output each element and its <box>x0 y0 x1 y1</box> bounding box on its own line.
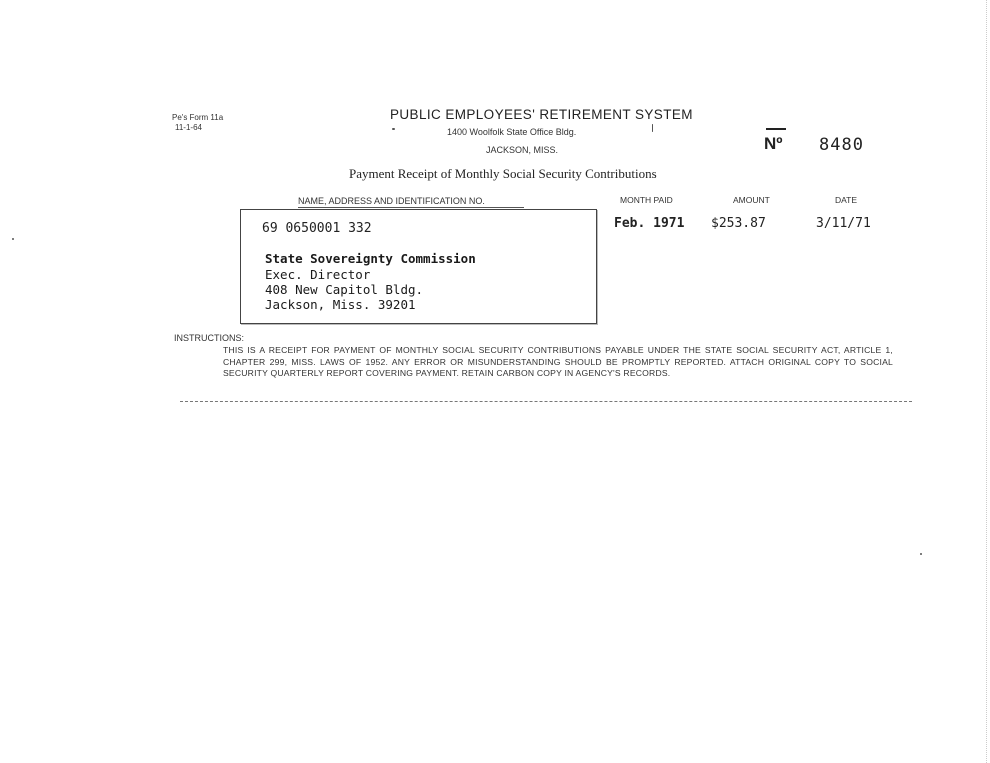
instructions-label: INSTRUCTIONS: <box>174 333 245 343</box>
scan-speck <box>652 124 653 132</box>
payee-id-number: 69 0650001 332 <box>262 221 372 236</box>
scan-speck <box>392 128 395 130</box>
payee-attention: Exec. Director <box>265 267 371 282</box>
date-column-header: DATE <box>835 195 858 205</box>
amount-column-header: AMOUNT <box>733 195 770 205</box>
month-column-header: MONTH PAID <box>620 195 673 205</box>
organization-city: JACKSON, MISS. <box>486 145 559 155</box>
instructions-text: THIS IS A RECEIPT FOR PAYMENT OF MONTHLY SOCIAL SECURITY CONTRIBUTIONS PAYABLE UNDER THE STATE SOCIAL SECURITY ACT, ARTICLE 1, CHAPTER 299, MISS. LAWS OF 1952. ANY ERROR OR MISUNDERSTANDING SHOULD BE PROMPTLY REPORTED. ATTACH ORIGINAL COPY TO SOCIAL SECURITY QUARTERLY REPORT COVERING PAYMENT. RETAIN CARBON COPY IN AGENCY'S RECORDS. <box>223 345 893 378</box>
organization-name: PUBLIC EMPLOYEES' RETIREMENT SYSTEM <box>390 107 693 122</box>
payee-street: 408 New Capitol Bldg. <box>265 282 424 297</box>
form-number: Pe's Form 11a <box>172 113 224 122</box>
number-mark-bars <box>766 128 786 133</box>
payee-city: Jackson, Miss. 39201 <box>265 297 416 312</box>
payee-name: State Sovereignty Commission <box>265 251 476 266</box>
perforation-line <box>180 401 912 402</box>
document-title: Payment Receipt of Monthly Social Security Contributions <box>349 166 657 181</box>
scan-speck <box>920 553 922 555</box>
organization-address: 1400 Woolfolk State Office Bldg. <box>447 127 577 137</box>
amount-value: $253.87 <box>711 216 766 231</box>
date-value: 3/11/71 <box>816 216 871 231</box>
name-header-underline <box>298 207 524 208</box>
name-column-header: NAME, ADDRESS AND IDENTIFICATION NO. <box>298 196 485 206</box>
form-revision-date: 11-1-64 <box>175 123 202 132</box>
receipt-number: 8480 <box>819 135 864 155</box>
month-paid-value: Feb. 1971 <box>614 216 685 231</box>
receipt-number-label: Nº <box>764 134 783 153</box>
scan-speck <box>12 238 14 240</box>
page-edge <box>986 0 987 763</box>
